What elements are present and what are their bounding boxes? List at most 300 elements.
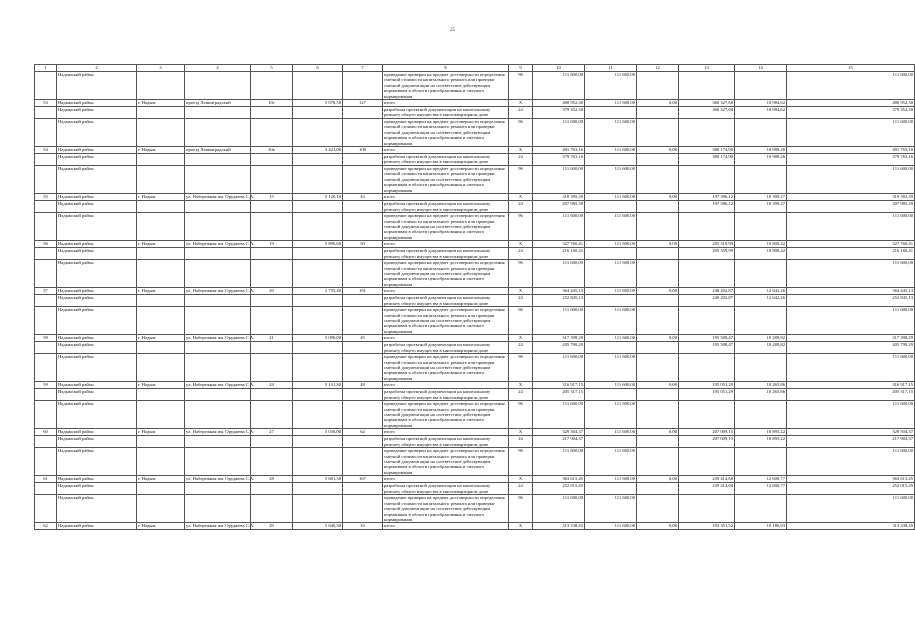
cell-area: 2 735,40 <box>293 288 343 295</box>
cell-owner-funds <box>679 401 735 429</box>
table-row <box>35 307 915 335</box>
cell-street <box>185 354 251 382</box>
cell-total-cost: 329 504,37 <box>533 429 585 436</box>
cell-budget-cost <box>637 295 679 307</box>
table-row <box>35 260 915 288</box>
cell-budget-cost <box>637 483 679 495</box>
cell-fund-cost: 111 600,00 <box>585 448 637 476</box>
cell-work-type: итого <box>383 147 509 154</box>
cell-settlement <box>137 436 185 448</box>
cell-settlement <box>137 154 185 166</box>
cell-owner-funds <box>679 354 735 382</box>
cell-house-number: 29 <box>251 523 293 530</box>
cell-budget-cost <box>637 389 679 401</box>
cell-budget-cost <box>637 107 679 119</box>
cell-grand-total: 205 798,29 <box>787 342 915 354</box>
cell-other-funds <box>735 166 787 194</box>
cell-apartments <box>343 307 383 335</box>
cell-district: Надымский район <box>57 495 137 523</box>
table-row <box>35 495 915 523</box>
cell-district: Надымский район <box>57 483 137 495</box>
cell-code: 24 <box>509 483 533 495</box>
cell-owner-funds: 240 202,87 <box>679 295 735 307</box>
cell-other-funds: 10 895,22 <box>735 436 787 448</box>
cell-street <box>185 307 251 335</box>
cell-fund-cost <box>585 248 637 260</box>
cell-street <box>185 260 251 288</box>
cell-district: Надымский район <box>57 194 137 201</box>
cell-district: Надымский район <box>57 429 137 436</box>
table-body <box>35 65 915 530</box>
cell-area <box>293 248 343 260</box>
cell-apartments <box>343 295 383 307</box>
cell-owner-funds: 195 051,29 <box>679 389 735 401</box>
cell-street: проезд Ленинградский <box>185 147 251 154</box>
cell-total-cost: 379 352,30 <box>533 107 585 119</box>
cell-fund-cost: 111 600,00 <box>585 241 637 248</box>
cell-area <box>293 495 343 523</box>
cell-house-number <box>251 107 293 119</box>
cell-fund-cost: 111 600,00 <box>585 72 637 100</box>
cell-budget-cost: 0,00 <box>637 147 679 154</box>
cell-owner-funds: 195 051,29 <box>679 382 735 389</box>
cell-area <box>293 107 343 119</box>
cell-code: X <box>509 523 533 530</box>
cell-row-number <box>35 307 57 335</box>
cell-work-type: разработка проектной документации на капитальному ремонту общего имущества в многоквартирном доме <box>383 248 509 260</box>
cell-district: Надымский район <box>57 389 137 401</box>
cell-house-number <box>251 448 293 476</box>
cell-district: Надымский район <box>57 107 137 119</box>
page-number: 25 <box>450 28 455 33</box>
cell-total-cost: 491 763,16 <box>533 147 585 154</box>
cell-other-funds: 10 289,82 <box>735 335 787 342</box>
cell-house-number: 21 <box>251 335 293 342</box>
cell-district: Надымский район <box>57 213 137 241</box>
cell-row-number <box>35 436 57 448</box>
cell-settlement <box>137 201 185 213</box>
cell-code: 96 <box>509 401 533 429</box>
cell-work-type: итого <box>383 194 509 201</box>
cell-house-number: 27 <box>251 429 293 436</box>
capital-repair-table <box>34 64 915 530</box>
cell-code: 24 <box>509 154 533 166</box>
cell-code: 96 <box>509 495 533 523</box>
cell-grand-total: 111 600,00 <box>787 119 915 147</box>
cell-row-number: 59 <box>35 382 57 389</box>
cell-code: 24 <box>509 295 533 307</box>
cell-work-type: итого <box>383 335 509 342</box>
cell-code: 24 <box>509 389 533 401</box>
cell-code: X <box>509 335 533 342</box>
cell-area <box>293 166 343 194</box>
cell-owner-funds <box>679 448 735 476</box>
cell-total-cost: 205 798,29 <box>533 342 585 354</box>
cell-area <box>293 354 343 382</box>
cell-work-type: проведение проверки на предмет достоверности определения сметной стоимости капитального ремонта или проверки сметной документации на соответствие действующим нормативам в области ценообразования и сметного нормирования <box>383 354 509 382</box>
cell-district: Надымский район <box>57 307 137 335</box>
cell-district: Надымский район <box>57 201 137 213</box>
cell-apartments: 50 <box>343 241 383 248</box>
cell-row-number <box>35 107 57 119</box>
cell-district: Надымский район <box>57 295 137 307</box>
cell-apartments: 161 <box>343 288 383 295</box>
column-number-4: 4 <box>185 65 251 72</box>
cell-grand-total: 216 160,41 <box>787 248 915 260</box>
cell-row-number <box>35 248 57 260</box>
cell-work-type: проведение проверки на предмет достоверности определения сметной стоимости капитального ремонта или проверки сметной документации на соответствие действующим нормативам в области ценообразования и сметного нормирования <box>383 166 509 194</box>
column-number-3: 3 <box>137 65 185 72</box>
cell-fund-cost: 111 600,00 <box>585 354 637 382</box>
cell-fund-cost: 111 600,00 <box>585 495 637 523</box>
cell-work-type: разработка проектной документации на капитальному ремонту общего имущества в многоквартирном доме <box>383 389 509 401</box>
cell-budget-cost <box>637 248 679 260</box>
cell-work-type: итого <box>383 100 509 107</box>
table-row <box>35 342 915 354</box>
cell-grand-total: 252 015,45 <box>787 483 915 495</box>
cell-settlement: г. Надым <box>137 429 185 436</box>
cell-street <box>185 436 251 448</box>
cell-apartments <box>343 401 383 429</box>
table-row <box>35 483 915 495</box>
cell-area: 5 640,30 <box>293 523 343 530</box>
cell-grand-total: 111 600,00 <box>787 448 915 476</box>
cell-street <box>185 401 251 429</box>
cell-grand-total: 111 600,00 <box>787 213 915 241</box>
cell-other-funds: 12 600,77 <box>735 476 787 483</box>
cell-settlement <box>137 342 185 354</box>
table-header-row <box>35 65 915 72</box>
cell-budget-cost <box>637 342 679 354</box>
column-number-6: 6 <box>293 65 343 72</box>
column-number-13: 13 <box>679 65 735 72</box>
cell-grand-total: 111 600,00 <box>787 401 915 429</box>
cell-row-number: 58 <box>35 335 57 342</box>
table-row-total <box>35 382 915 389</box>
cell-other-funds: 10 399,27 <box>735 201 787 213</box>
cell-area <box>293 401 343 429</box>
column-number-7: 7 <box>343 65 383 72</box>
cell-code: X <box>509 382 533 389</box>
cell-apartments <box>343 248 383 260</box>
cell-budget-cost <box>637 307 679 335</box>
cell-district: Надымский район <box>57 335 137 342</box>
cell-fund-cost <box>585 436 637 448</box>
cell-work-type: разработка проектной документации на капитальному ремонту общего имущества в многоквартирном доме <box>383 154 509 166</box>
cell-grand-total: 317 398,29 <box>787 335 915 342</box>
cell-district: Надымский район <box>57 288 137 295</box>
cell-apartments <box>343 119 383 147</box>
cell-settlement: г. Надым <box>137 241 185 248</box>
cell-district: Надымский район <box>57 354 137 382</box>
cell-apartments: 45 <box>343 335 383 342</box>
cell-other-funds: 12 642,26 <box>735 288 787 295</box>
cell-area: 3 421,00 <box>293 147 343 154</box>
cell-settlement <box>137 307 185 335</box>
cell-apartments <box>343 166 383 194</box>
cell-owner-funds <box>679 213 735 241</box>
table-row-total <box>35 476 915 483</box>
cell-house-number: 24 <box>251 382 293 389</box>
cell-total-cost: 252 845,13 <box>533 295 585 307</box>
cell-budget-cost: 0,00 <box>637 194 679 201</box>
cell-district: Надымский район <box>57 436 137 448</box>
cell-budget-cost <box>637 354 679 382</box>
cell-budget-cost: 0,00 <box>637 382 679 389</box>
cell-fund-cost: 111 600,00 <box>585 335 637 342</box>
cell-street <box>185 495 251 523</box>
cell-street <box>185 107 251 119</box>
cell-work-type: проведение проверки на предмет достоверности определения сметной стоимости капитального ремонта или проверки сметной документации на соответствие действующим нормативам в области ценообразования и сметного нормирования <box>383 119 509 147</box>
cell-budget-cost: 0,00 <box>637 335 679 342</box>
cell-fund-cost <box>585 201 637 213</box>
cell-settlement <box>137 119 185 147</box>
table-row-total <box>35 429 915 436</box>
cell-owner-funds: 205 319,99 <box>679 241 735 248</box>
cell-owner-funds: 239 414,68 <box>679 483 735 495</box>
cell-apartments <box>343 154 383 166</box>
cell-row-number <box>35 119 57 147</box>
cell-work-type: проведение проверки на предмет достоверности определения сметной стоимости капитального ремонта или проверки сметной документации на соответствие действующим нормативам в области ценообразования и сметного нормирования <box>383 213 509 241</box>
table-row <box>35 401 915 429</box>
cell-district: Надымский район <box>57 241 137 248</box>
cell-owner-funds <box>679 166 735 194</box>
cell-settlement <box>137 248 185 260</box>
cell-total-cost: 316 917,15 <box>533 382 585 389</box>
cell-owner-funds: 240 202,87 <box>679 288 735 295</box>
cell-total-cost: 111 600,00 <box>533 495 585 523</box>
column-number-1: 1 <box>35 65 57 72</box>
cell-owner-funds <box>679 495 735 523</box>
cell-other-funds <box>735 307 787 335</box>
cell-district: Надымский район <box>57 342 137 354</box>
cell-budget-cost <box>637 166 679 194</box>
cell-total-cost: 111 600,00 <box>533 354 585 382</box>
cell-code: 24 <box>509 436 533 448</box>
cell-apartments: 62 <box>343 429 383 436</box>
cell-house-number <box>251 248 293 260</box>
cell-district: Надымский район <box>57 382 137 389</box>
cell-fund-cost: 111 600,00 <box>585 166 637 194</box>
table-row <box>35 295 915 307</box>
cell-house-number <box>251 436 293 448</box>
cell-owner-funds: 195 508,47 <box>679 335 735 342</box>
cell-total-cost: 364 445,13 <box>533 288 585 295</box>
cell-grand-total: 327 760,41 <box>787 241 915 248</box>
cell-district: Надымский район <box>57 260 137 288</box>
cell-district: Надымский район <box>57 448 137 476</box>
cell-budget-cost <box>637 119 679 147</box>
cell-owner-funds: 207 009,15 <box>679 436 735 448</box>
cell-code: 96 <box>509 307 533 335</box>
cell-street: ул. Набережная им. Оруджева С.А. <box>186 429 255 435</box>
cell-other-funds <box>735 448 787 476</box>
cell-row-number <box>35 260 57 288</box>
cell-apartments <box>343 213 383 241</box>
cell-house-number <box>251 354 293 382</box>
cell-settlement <box>137 401 185 429</box>
cell-fund-cost: 111 600,00 <box>585 523 637 530</box>
cell-work-type: итого <box>383 523 509 530</box>
table-row <box>35 354 915 382</box>
cell-work-type: разработка проектной документации на капитальному ремонту общего имущества в многоквартирном доме <box>383 201 509 213</box>
cell-apartments <box>343 436 383 448</box>
cell-house-number <box>251 166 293 194</box>
cell-row-number: 57 <box>35 288 57 295</box>
cell-fund-cost <box>585 483 637 495</box>
cell-area <box>293 342 343 354</box>
cell-house-number: 20 <box>251 288 293 295</box>
cell-fund-cost: 111 600,00 <box>585 476 637 483</box>
cell-area: 5 890,60 <box>293 241 343 248</box>
cell-work-type: разработка проектной документации на капитальному ремонту общего имущества в многоквартирном доме <box>383 483 509 495</box>
cell-other-funds <box>735 260 787 288</box>
table-row <box>35 154 915 166</box>
cell-row-number: 62 <box>35 523 57 530</box>
cell-owner-funds: 195 508,47 <box>679 342 735 354</box>
cell-row-number <box>35 401 57 429</box>
cell-owner-funds: 205 359,99 <box>679 248 735 260</box>
cell-row-number: 53 <box>35 100 57 107</box>
cell-apartments: 43 <box>343 194 383 201</box>
cell-district: Надымский район <box>57 72 137 100</box>
cell-grand-total: 217 904,37 <box>787 436 915 448</box>
cell-total-cost: 313 338,45 <box>533 523 585 530</box>
cell-area: 5 096,00 <box>293 335 343 342</box>
cell-total-cost: 205 317,15 <box>533 389 585 401</box>
cell-house-number <box>251 213 293 241</box>
column-number-10: 10 <box>533 65 585 72</box>
cell-other-funds: 10 265,86 <box>735 389 787 401</box>
cell-other-funds: 10 988,26 <box>735 154 787 166</box>
cell-row-number <box>35 389 57 401</box>
cell-total-cost: 111 600,00 <box>533 166 585 194</box>
cell-row-number: 56 <box>35 241 57 248</box>
cell-grand-total: 111 600,00 <box>787 307 915 335</box>
cell-budget-cost <box>637 201 679 213</box>
cell-row-number <box>35 72 57 100</box>
cell-apartments <box>343 72 383 100</box>
cell-grand-total: 491 763,16 <box>787 147 915 154</box>
cell-code: 24 <box>509 201 533 213</box>
cell-total-cost: 216 160,41 <box>533 248 585 260</box>
cell-row-number: 54 <box>35 147 57 154</box>
table-row <box>35 213 915 241</box>
cell-row-number <box>35 354 57 382</box>
cell-code: 96 <box>509 260 533 288</box>
cell-fund-cost <box>585 342 637 354</box>
cell-house-number: 10к <box>251 147 293 154</box>
cell-grand-total: 480 952,30 <box>787 100 915 107</box>
cell-row-number <box>35 166 57 194</box>
cell-other-funds: 10 289,82 <box>735 342 787 354</box>
cell-other-funds <box>735 495 787 523</box>
cell-district: Надымский район <box>57 119 137 147</box>
cell-area <box>293 448 343 476</box>
table-row <box>35 436 915 448</box>
cell-apartments: 167 <box>343 476 383 483</box>
cell-budget-cost <box>637 260 679 288</box>
cell-area <box>293 295 343 307</box>
table-row-total <box>35 288 915 295</box>
cell-area <box>293 307 343 335</box>
cell-other-funds: 10 895,22 <box>735 429 787 436</box>
cell-owner-funds: 380 174,90 <box>679 147 735 154</box>
cell-settlement: г. Надым <box>137 382 185 389</box>
table-row <box>35 201 915 213</box>
cell-street <box>185 154 251 166</box>
cell-fund-cost <box>585 107 637 119</box>
table-row-total <box>35 194 915 201</box>
cell-code: X <box>509 288 533 295</box>
cell-owner-funds <box>679 260 735 288</box>
cell-total-cost: 217 904,37 <box>533 436 585 448</box>
cell-house-number: 10г <box>251 100 293 107</box>
cell-apartments <box>343 260 383 288</box>
cell-budget-cost <box>637 495 679 523</box>
table-row <box>35 248 915 260</box>
cell-grand-total: 319 583,39 <box>787 194 915 201</box>
cell-work-type: разработка проектной документации на капитальному ремонту общего имущества в многоквартирном доме <box>383 342 509 354</box>
cell-area <box>293 389 343 401</box>
cell-apartments <box>343 389 383 401</box>
cell-house-number <box>251 119 293 147</box>
cell-house-number <box>251 342 293 354</box>
cell-other-funds: 10 186,93 <box>735 523 787 530</box>
cell-budget-cost: 0,00 <box>637 288 679 295</box>
cell-code: 96 <box>509 354 533 382</box>
cell-total-cost: 363 615,45 <box>533 476 585 483</box>
cell-row-number: 61 <box>35 476 57 483</box>
cell-apartments <box>343 495 383 523</box>
cell-apartments: 127 <box>343 100 383 107</box>
column-number-9: 9 <box>509 65 533 72</box>
column-number-11: 11 <box>585 65 637 72</box>
cell-house-number <box>251 307 293 335</box>
cell-area <box>293 201 343 213</box>
cell-code: 96 <box>509 213 533 241</box>
cell-street: проезд Ленинградский <box>185 100 251 107</box>
table-row <box>35 107 915 119</box>
table-row <box>35 72 915 100</box>
cell-work-type: проведение проверки на предмет достоверности определения сметной стоимости капитального ремонта или проверки сметной документации на соответствие действующим нормативам в области ценообразования и сметного нормирования <box>383 495 509 523</box>
cell-fund-cost: 111 600,00 <box>585 119 637 147</box>
cell-owner-funds: 360 327,68 <box>679 107 735 119</box>
table-row-total <box>35 241 915 248</box>
cell-street <box>185 389 251 401</box>
cell-grand-total: 111 600,00 <box>787 354 915 382</box>
cell-total-cost: 317 398,29 <box>533 335 585 342</box>
cell-other-funds: 10 265,86 <box>735 382 787 389</box>
cell-owner-funds: 239 414,68 <box>679 476 735 483</box>
cell-area: 5 131,30 <box>293 382 343 389</box>
cell-work-type: итого <box>383 476 509 483</box>
cell-total-cost: 111 600,00 <box>533 307 585 335</box>
cell-district: Надымский район <box>57 100 137 107</box>
cell-total-cost: 111 600,00 <box>533 72 585 100</box>
cell-work-type: проведение проверки на предмет достоверности определения сметной стоимости капитального ремонта или проверки сметной документации на соответствие действующим нормативам в области ценообразования и сметного нормирования <box>383 260 509 288</box>
cell-total-cost: 207 985,39 <box>533 201 585 213</box>
cell-code: 96 <box>509 166 533 194</box>
cell-settlement <box>137 107 185 119</box>
cell-grand-total: 316 917,15 <box>787 382 915 389</box>
cell-other-funds: 10 984,62 <box>735 107 787 119</box>
cell-grand-total: 205 317,15 <box>787 389 915 401</box>
cell-street <box>185 119 251 147</box>
cell-settlement <box>137 166 185 194</box>
cell-street <box>185 166 251 194</box>
cell-work-type: проведение проверки на предмет достоверности определения сметной стоимости капитального ремонта или проверки сметной документации на соответствие действующим нормативам в области ценообразования и сметного нормирования <box>383 448 509 476</box>
